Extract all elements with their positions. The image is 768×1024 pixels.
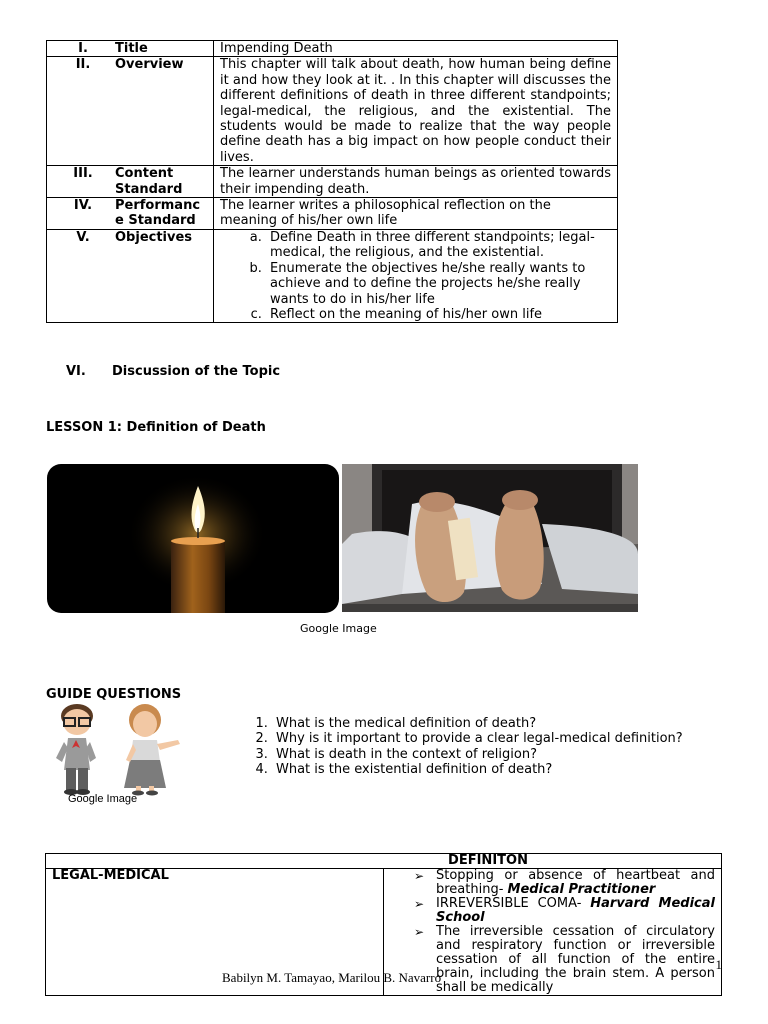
row-value: Impending Death <box>214 41 618 57</box>
photo-caption: Google Image <box>300 622 377 635</box>
figure-caption: Google Image <box>68 793 138 805</box>
objectives-cell <box>214 229 618 322</box>
row-number: I. <box>47 41 112 57</box>
row-label: Overview <box>111 57 214 166</box>
row-number: IV. <box>47 198 112 230</box>
lesson-info-table <box>46 40 618 323</box>
table-row <box>47 229 618 322</box>
candle-image <box>47 464 339 613</box>
list-item: 3. What is death in the context of religion? <box>272 747 702 762</box>
row-number: V. <box>47 229 112 322</box>
morgue-feet-image <box>342 464 638 612</box>
cartoon-students-image <box>50 700 210 796</box>
list-item: 4. What is the existential definition of death? <box>272 762 702 777</box>
discussion-number: VI. <box>66 364 86 379</box>
table-row <box>47 166 618 198</box>
definition-item: ➢ The irreversible cessation of circulatory and respiratory function or irreversible cessation of all function of the entire brain, including the brain stem. A person shall be medically <box>436 925 715 995</box>
guide-questions-heading: GUIDE QUESTIONS <box>46 687 182 702</box>
definition-label: LEGAL-MEDICAL <box>46 869 384 996</box>
guide-questions-list <box>250 716 702 778</box>
discussion-heading <box>66 364 280 379</box>
table-row <box>46 854 722 869</box>
row-label: Content Standard <box>111 166 214 198</box>
authors-footer: Babilyn M. Tamayao, Marilou B. Navarro <box>222 970 442 985</box>
row-number: II. <box>47 57 112 166</box>
row-value: The learner understands human beings as oriented towards their impending death. <box>214 166 618 198</box>
row-label: Performance Standard <box>111 198 214 230</box>
table-row <box>47 198 618 230</box>
definition-item: ➢ IRREVERSIBLE COMA- Harvard Medical School <box>436 897 715 925</box>
page-number: 1 <box>715 957 722 972</box>
table-row <box>47 41 618 57</box>
lesson-title: LESSON 1: Definition of Death <box>46 420 266 435</box>
row-number: III. <box>47 166 112 198</box>
table-row <box>47 57 618 166</box>
row-value: This chapter will talk about death, how human being define it and how they look at it. . In this chapter will discusses the different definitions of death in three different standpoints; legal-medical, the religious, and the existential. The students would be made to realize that the way people define death has a big impact on how people conduct their lives. <box>214 57 618 166</box>
objective-item: a. Define Death in three different standpoints; legal-medical, the religious, and the existential. <box>266 230 611 261</box>
row-value: The learner writes a philosophical reflection on the meaning of his/her own life <box>214 198 618 230</box>
definition-header: DEFINITON <box>46 854 722 869</box>
discussion-label: Discussion of the Topic <box>112 364 281 379</box>
list-item: 1. What is the medical definition of death? <box>272 716 702 731</box>
objective-item: c. Reflect on the meaning of his/her own life <box>266 307 611 322</box>
row-label: Title <box>111 41 214 57</box>
definition-item: ➢ Stopping or absence of heartbeat and breathing- Medical Practitioner <box>436 869 715 897</box>
list-item: 2. Why is it important to provide a clear legal-medical definition? <box>272 731 702 746</box>
row-label: Objectives <box>111 229 214 322</box>
objective-item: b. Enumerate the objectives he/she really wants to achieve and to define the projects he/she really wants to do in his/her life <box>266 261 611 307</box>
